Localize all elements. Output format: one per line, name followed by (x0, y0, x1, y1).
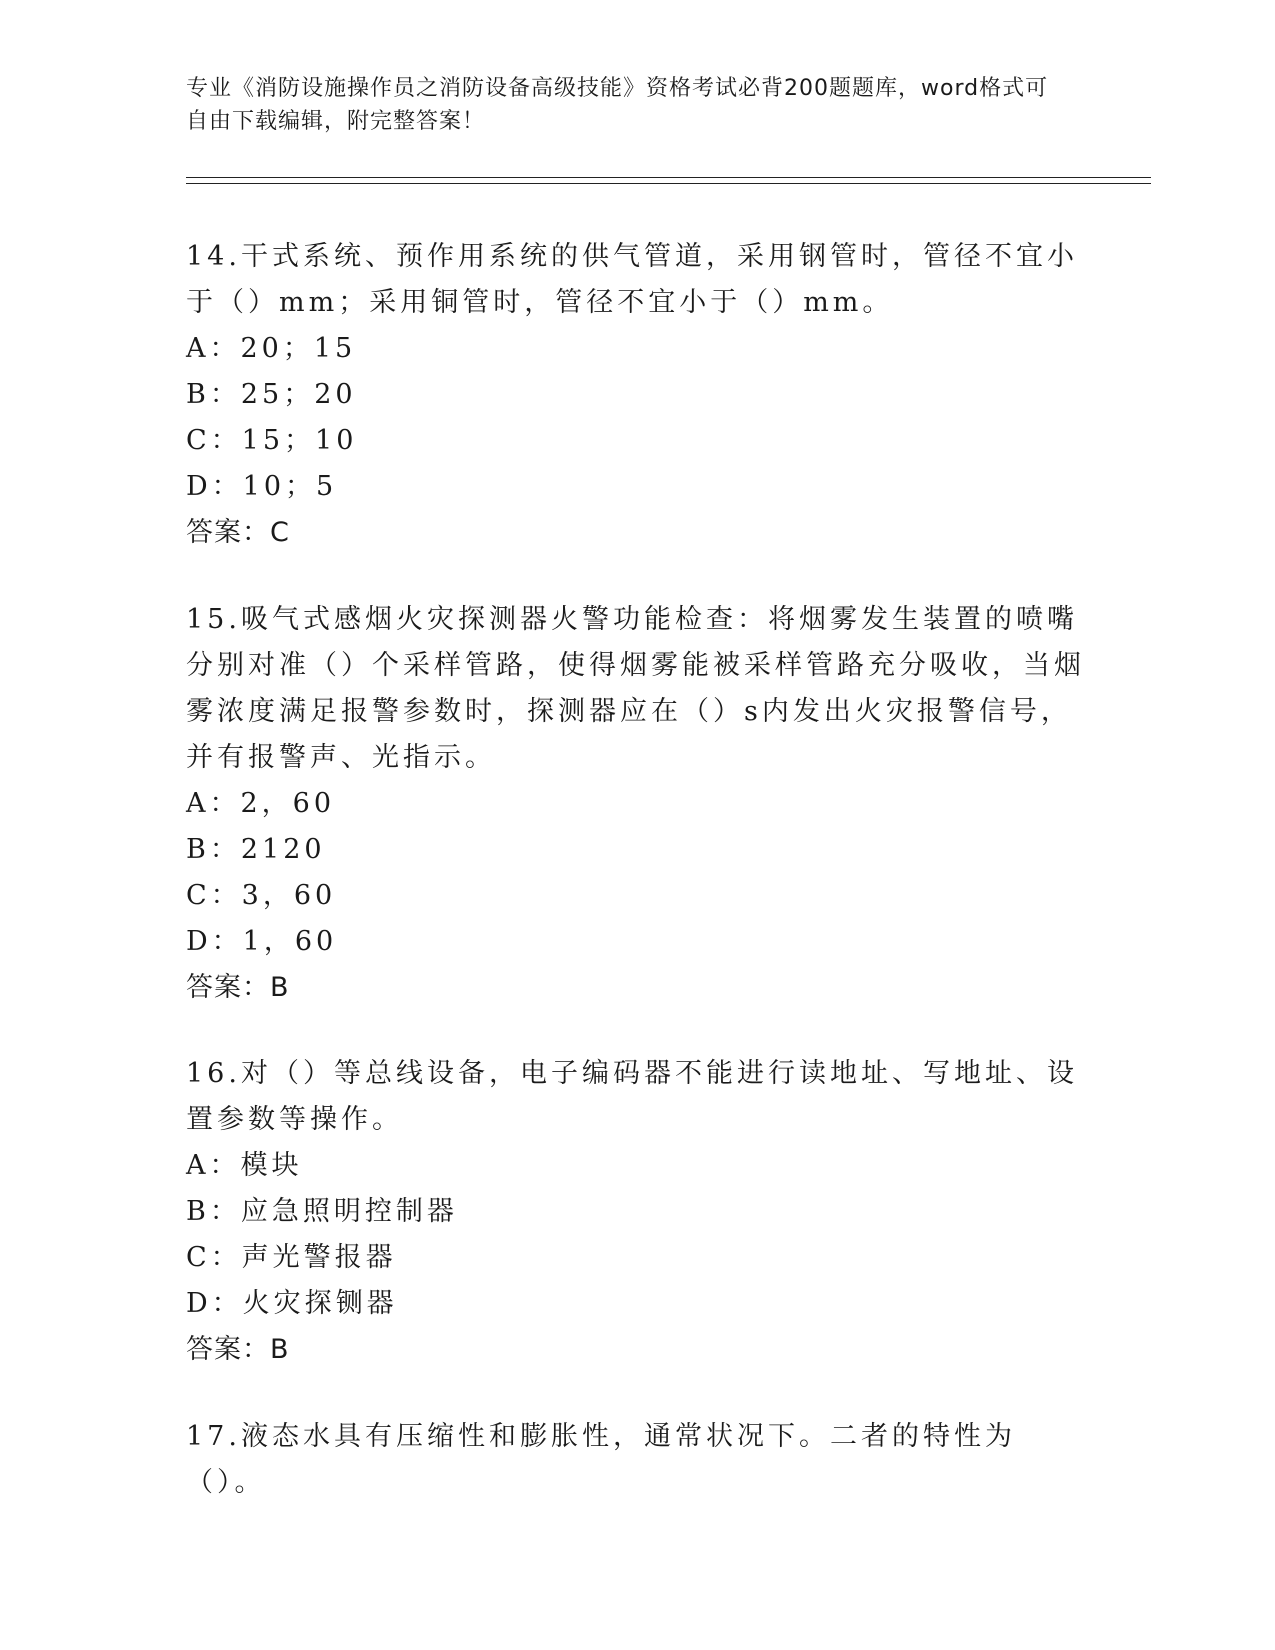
question-stem: 15.吸气式感烟火灾探测器火警功能检查：将烟雾发生装置的喷嘴分别对准（）个采样管路，使得烟雾能被采样管路充分吸收，当烟雾浓度满足报警参数时，探测器应在（）s内发出火灾报警信号，并有报警声、光指示。 (186, 604, 1085, 773)
question-stem: 17.液态水具有压缩性和膨胀性，通常状况下。二者的特性为（）。 (186, 1421, 1016, 1498)
header-divider-bottom (186, 183, 1151, 184)
question-stem: 16.对（）等总线设备，电子编码器不能进行读地址、写地址、设置参数等操作。 (186, 1058, 1078, 1135)
answer: 答案：C (186, 517, 290, 548)
answer: 答案：B (186, 972, 290, 1003)
question-15 (186, 597, 1086, 1011)
option-c: C：15；10 (186, 425, 358, 456)
option-a: A：2，60 (186, 788, 336, 819)
question-14 (186, 234, 1086, 556)
question-17 (186, 1414, 1086, 1506)
answer: 答案：B (186, 1334, 290, 1365)
question-stem: 14.干式系统、预作用系统的供气管道，采用钢管时，管径不宜小于（）mm；采用铜管时，管径不宜小于（）mm。 (186, 241, 1078, 318)
option-c: C：声光警报器 (186, 1242, 397, 1273)
header-divider-top (186, 177, 1151, 178)
option-b: B：应急照明控制器 (186, 1196, 458, 1227)
option-d: D：1，60 (186, 926, 338, 957)
option-b: B：2120 (186, 834, 326, 865)
question-16 (186, 1051, 1086, 1373)
option-b: B：25；20 (186, 379, 357, 410)
option-c: C：3，60 (186, 880, 337, 911)
option-d: D：火灾探铡器 (186, 1288, 398, 1319)
option-a: A：20；15 (186, 333, 357, 364)
document-header: 专业《消防设施操作员之消防设备高级技能》资格考试必背200题题库，word格式可自由下载编辑，附完整答案！ (186, 76, 1049, 134)
option-a: A：模块 (186, 1150, 303, 1181)
option-d: D：10；5 (186, 471, 338, 502)
